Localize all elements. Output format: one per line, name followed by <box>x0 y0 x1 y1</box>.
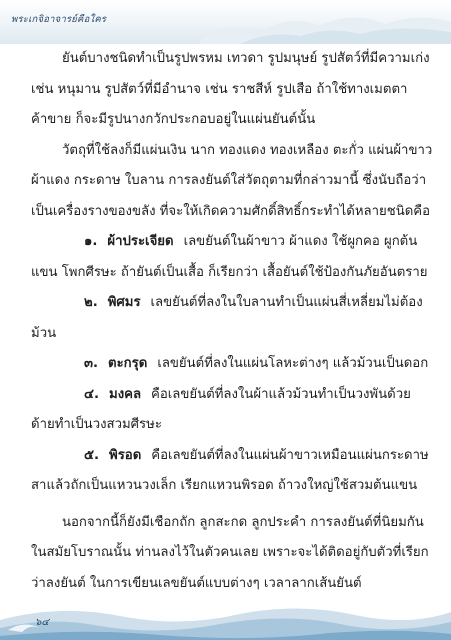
wave-decoration-icon <box>0 590 451 640</box>
page-body <box>31 44 433 599</box>
list-text: เลขยันต์ที่ลงในใบลานทำเป็นแผ่นสี่เหลี่ยมไม่ต้องม้วน <box>31 295 423 341</box>
list-term: ตะกรุด <box>108 356 148 371</box>
page-footer-band <box>0 590 451 640</box>
list-text: คือเลขยันต์ที่ลงในแผ่นผ้าขาวเหมือนแผ่นกระดาษสาแล้วถักเป็นแหวนวงเล็ก เรียกแหวนพิรอด ถ้าวงใหญ่ใช้สวมต้นแขน <box>31 447 429 493</box>
list-term: มงคล <box>109 386 142 402</box>
list-term: พิศมร <box>107 295 141 310</box>
list-text: เลขยันต์ในผ้าขาว ผ้าแดง ใช้ผูกคอ ผูกต้นแขน โพกศีรษะ ถ้ายันต์เป็นเสื้อ ก็เรียกว่า เสื้อยันต์ใช้ป้องกันภัยอันตราย <box>31 234 428 280</box>
list-number: ๕. <box>84 447 99 463</box>
list-number: ๓. <box>84 356 99 371</box>
list-text: เลขยันต์ที่ลงในแผ่นโลหะต่างๆ แล้วม้วนเป็นดอก <box>157 356 429 371</box>
list-item-4 <box>31 380 433 441</box>
list-item-1 <box>31 227 433 288</box>
list-number: ๑. <box>84 234 98 249</box>
page-header-band <box>0 0 451 44</box>
page-number: ๖๔ <box>35 617 49 628</box>
paragraph-2: วัตถุที่ใช้ลงก็มีแผ่นเงิน นาก ทองแดง ทองเหลือง ตะกั่ว แผ่นผ้าขาว ผ้าแดง กระดาษ ใบลาน การลงยันต์ใส่วัตถุตามที่กล่าวมานี้ ซึ่งนับถือว่าเป็นเครื่องรางของขลัง ที่จะให้เกิดความศักดิ์สิทธิ์กระทำได้หลายชนิดคือ <box>31 142 433 219</box>
list-item-3 <box>31 349 433 380</box>
paragraph-1: ยันต์บางชนิดทำเป็นรูปพรหม เทวดา รูปมนุษย์ รูปสัตว์ที่มีความเก่ง เช่น หนุมาน รูปสัตว์ที่มีอำนาจ เช่น ราชสีห์ รูปเสือ ถ้าใช้ทางเมตตา ค้าขาย ก็จะมีรูปนางกวักประกอบอยู่ในแผ่นยันต์นั้น <box>31 51 430 127</box>
list-number: ๔. <box>84 386 99 402</box>
list-term: พิรอด <box>109 447 142 463</box>
paragraph-3: นอกจากนี้ก็ยังมีเชือกถัก ลูกสะกด ลูกประคำ การลงยันต์ที่นิยมกันในสมัยโบราณนั้น ท่านลงไว้ในตัวคนเลย เพราะจะได้ติดอยู่กับตัวที่เรียกว่าลงยันต์ ในการเขียนเลขยันต์แบบต่างๆ เวลาลากเส้นยันต์ <box>31 514 429 591</box>
list-text: คือเลขยันต์ที่ลงในผ้าแล้วม้วนทำเป็นวงพันด้วยด้ายทำเป็นวงสวมศีรษะ <box>31 386 411 432</box>
running-head: พระเกจิอาจารย์คือใคร <box>11 14 107 25</box>
list-item-2 <box>31 288 433 349</box>
list-item-5 <box>31 441 433 502</box>
list-term: ผ้าประเจียด <box>107 234 174 249</box>
list-number: ๒. <box>84 295 98 310</box>
